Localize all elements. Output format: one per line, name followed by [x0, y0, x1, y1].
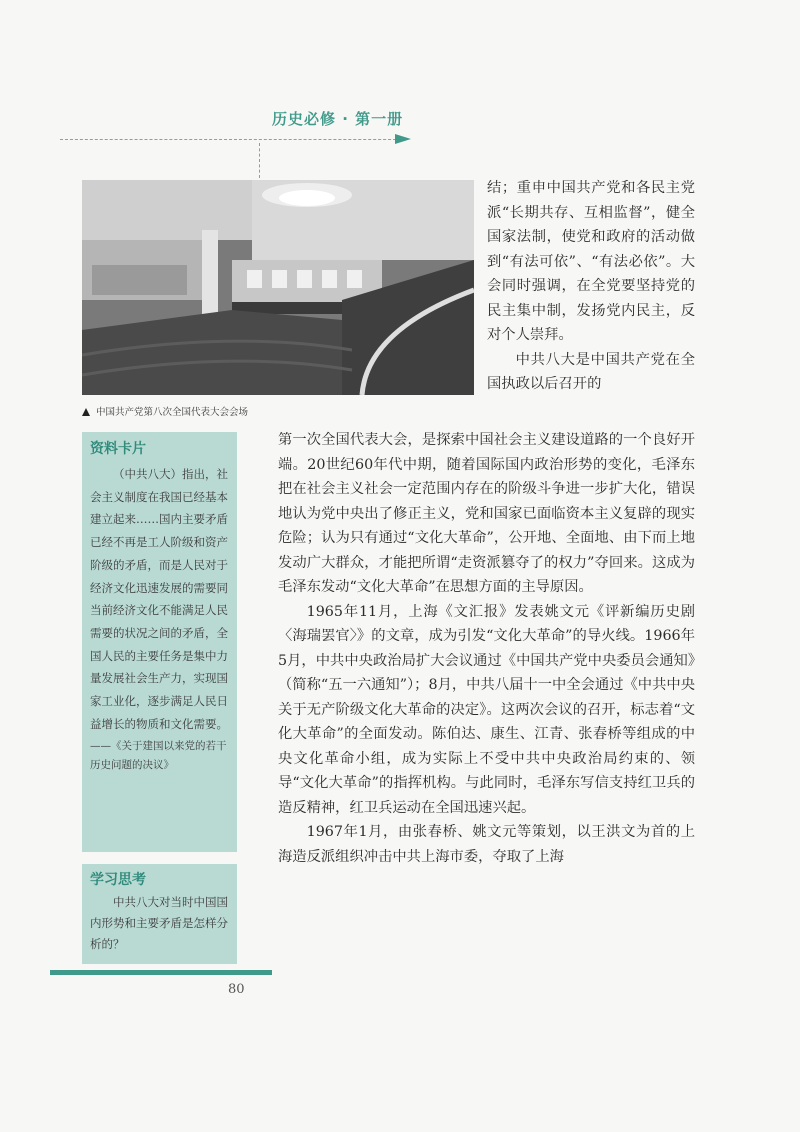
column-divider	[259, 143, 260, 178]
main-text	[278, 428, 695, 869]
data-card	[82, 432, 237, 852]
study-think-title: 学习思考	[90, 872, 146, 888]
main-paragraph-2: 1965年11月，上海《文汇报》发表姚文元《评新编历史剧〈海瑞罢官〉》的文章，成为引发“文化大革命”的导火线。1966年5月，中共中央政治局扩大会议通过《中国共产党中央委员会通知》（简称“五一六通知”）；8月，中共八届十一中全会通过《中共中央关于无产阶级文化大革命的决定》。这两次会议的召开，标志着“文化大革命”的全面发动。陈伯达、康生、江青、张春桥等组成的中央文化革命小组，成为实际上不受中共中央政治局约束的、领导“文化大革命”的指挥机构。与此同时，毛泽东写信支持红卫兵的造反精神，红卫兵运动在全国迅速兴起。	[278, 603, 695, 816]
study-think-box	[82, 864, 237, 964]
data-card-source: ——《关于建国以来党的若干历史问题的决议》	[90, 740, 227, 772]
data-card-title: 资料卡片	[90, 441, 146, 457]
photo-caption	[82, 404, 248, 418]
right-column-text	[487, 176, 695, 397]
page-header-title: 历史必修 · 第一册	[272, 110, 404, 128]
right-column-paragraph: 结；重申中国共产党和各民主党派“长期共存、互相监督”，健全国家法制，使党和政府的活动做到“有法可依”、“有法必依”。大会同时强调，在全党要坚持党的民主集中制，发扬党内民主，反对个人崇拜。	[487, 180, 695, 343]
triangle-marker-icon	[82, 408, 90, 416]
header-divider	[60, 139, 406, 140]
study-think-question: 中共八大对当时中国国内形势和主要矛盾是怎样分析的？	[90, 895, 228, 951]
data-card-body	[90, 463, 230, 775]
photo-caption-text: 中国共产党第八次全国代表大会会场	[96, 407, 249, 418]
congress-hall-illustration	[82, 180, 474, 395]
main-paragraph-1: 第一次全国代表大会，是探索中国社会主义建设道路的一个良好开端。20世纪60年代中期，随着国际国内政治形势的变化，毛泽东把在社会主义社会一定范围内存在的阶级斗争进一步扩大化，错误地认为党中央出了修正主义，党和国家已面临资本主义复辟的现实危险；认为只有通过“文化大革命”，公开地、全面地、由下而上地发动广大群众，才能把所谓“走资派篡夺了的权力”夺回来。这成为毛泽东发动“文化大革命”在思想方面的主导原因。	[278, 432, 695, 595]
header-arrow-icon	[395, 134, 411, 144]
main-paragraph-3: 1967年1月，由张春桥、姚文元等策划，以王洪文为首的上海造反派组织冲击中共上海市委，夺取了上海	[278, 824, 695, 865]
page-number: 80	[228, 982, 245, 997]
right-column-lead: 中共八大是中国共产党在全国执政以后召开的	[487, 351, 695, 392]
data-card-text: （中共八大）指出，社会主义制度在我国已经基本建立起来……国内主要矛盾已经不再是工人阶级和资产阶级的矛盾，而是人民对于经济文化迅速发展的需要同当前经济文化不能满足人民需要的状况之间的矛盾，全国人民的主要任务是集中力量发展社会生产力，实现国家工业化，逐步满足人民日益增长的物质和文化需要。	[90, 467, 228, 731]
congress-hall-photo	[82, 180, 474, 395]
footer-bar	[50, 970, 272, 975]
